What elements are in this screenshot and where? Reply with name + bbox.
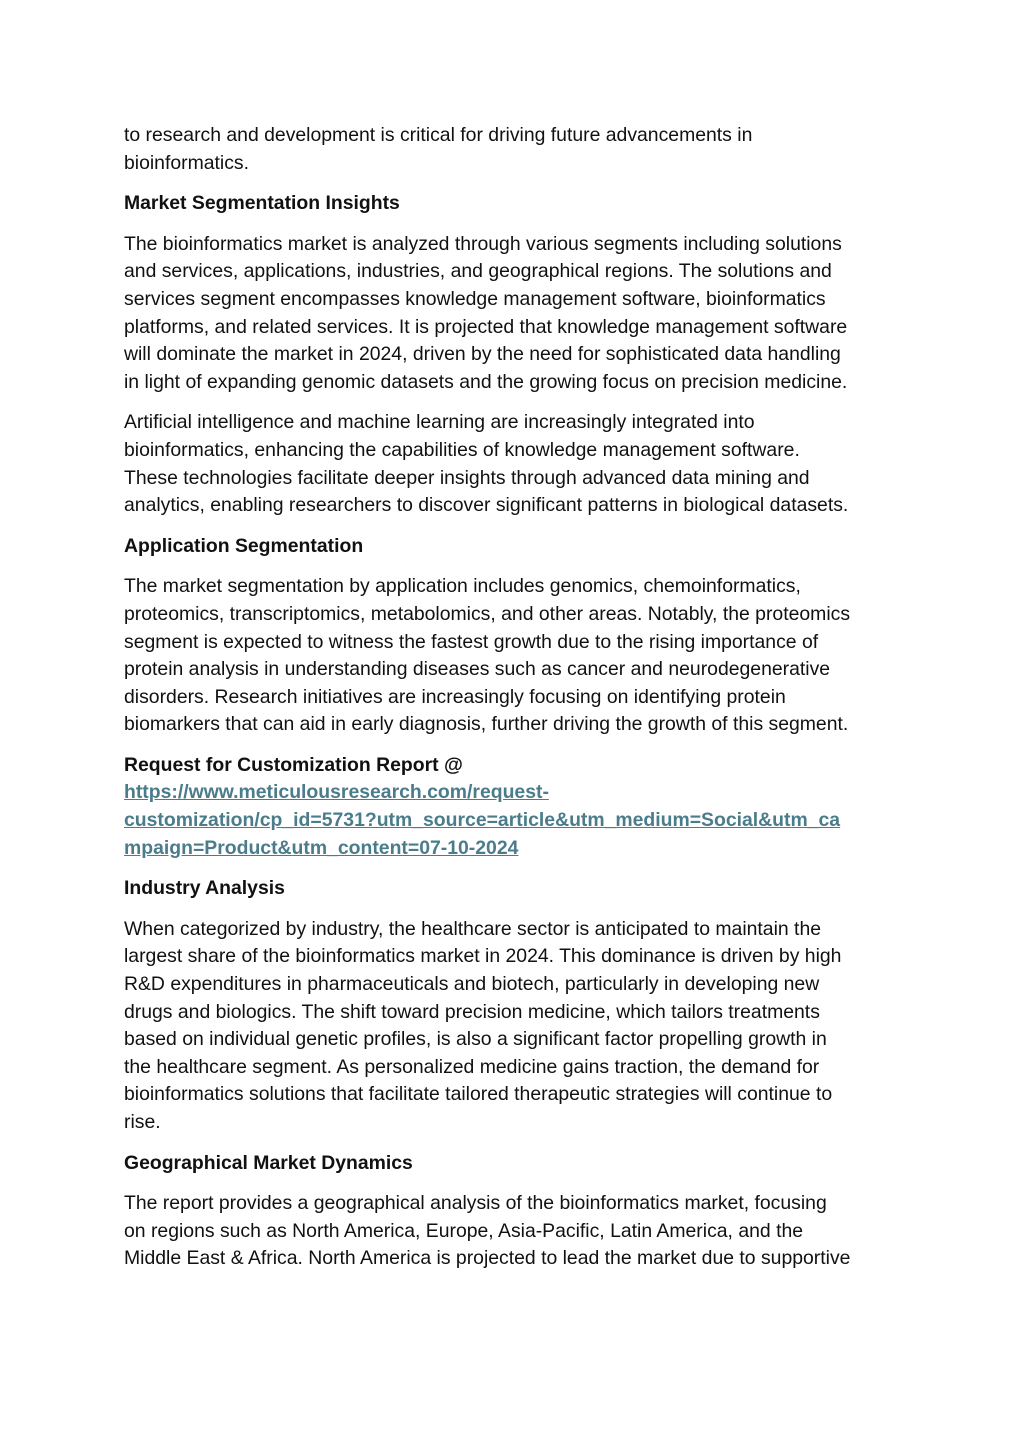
text-line: bioinformatics, enhancing the capabilities of knowledge management software.	[124, 438, 800, 461]
application-segmentation-heading: Application Segmentation	[124, 534, 364, 557]
text-line: Middle East & Africa. North America is projected to lead the market due to supportive	[124, 1247, 851, 1270]
text-line: The bioinformatics market is analyzed through various segments including solutions	[124, 232, 842, 255]
customization-link[interactable]	[124, 779, 904, 862]
text-line: biomarkers that can aid in early diagnosis, further driving the growth of this segment.	[124, 713, 849, 736]
text-line: on regions such as North America, Europe, Asia-Pacific, Latin America, and the	[124, 1219, 804, 1242]
text-line: analytics, enabling researchers to discover significant patterns in biological datasets.	[124, 494, 849, 517]
customization-label: Request for Customization Report @	[124, 753, 463, 776]
text-line: to research and development is critical for driving future advancements in	[124, 124, 753, 146]
geographical-heading: Geographical Market Dynamics	[124, 1151, 413, 1174]
market-segmentation-paragraph-2	[124, 409, 904, 519]
intro-paragraph	[124, 122, 904, 177]
text-line: R&D expenditures in pharmaceuticals and biotech, particularly in developing new	[124, 973, 820, 996]
customization-request	[124, 752, 904, 862]
text-line: will dominate the market in 2024, driven by the need for sophisticated data handling	[124, 343, 841, 366]
text-line: largest share of the bioinformatics market in 2024. This dominance is driven by high	[124, 945, 842, 968]
text-line: in light of expanding genomic datasets and the growing focus on precision medicine.	[124, 370, 848, 393]
link-line[interactable]: https://www.meticulousresearch.com/request-	[124, 781, 549, 804]
text-line: bioinformatics.	[124, 151, 250, 174]
text-line: segment is expected to witness the fastest growth due to the rising importance of	[124, 630, 819, 653]
text-line: Artificial intelligence and machine learning are increasingly integrated into	[124, 411, 755, 434]
market-segmentation-heading: Market Segmentation Insights	[124, 192, 400, 215]
text-line: These technologies facilitate deeper insights through advanced data mining and	[124, 466, 810, 489]
text-line: When categorized by industry, the healthcare sector is anticipated to maintain the	[124, 917, 822, 940]
text-line: protein analysis in understanding diseases such as cancer and neurodegenerative	[124, 658, 831, 681]
industry-analysis-heading: Industry Analysis	[124, 877, 285, 900]
text-line: based on individual genetic profiles, is also a significant factor propelling growth in	[124, 1028, 827, 1051]
text-line: disorders. Research initiatives are increasingly focusing on identifying protein	[124, 685, 786, 708]
text-line: and services, applications, industries, and geographical regions. The solutions and	[124, 260, 832, 283]
market-segmentation-paragraph-1	[124, 231, 904, 397]
text-line: proteomics, transcriptomics, metabolomics, and other areas. Notably, the proteomics	[124, 602, 851, 625]
text-line: the healthcare segment. As personalized medicine gains traction, the demand for	[124, 1055, 820, 1078]
text-line: platforms, and related services. It is projected that knowledge management software	[124, 315, 848, 338]
text-line: services segment encompasses knowledge management software, bioinformatics	[124, 287, 826, 310]
link-line[interactable]: customization/cp_id=5731?utm_source=article&utm_medium=Social&utm_ca	[124, 809, 841, 832]
industry-analysis-paragraph	[124, 916, 904, 1137]
application-segmentation-paragraph	[124, 573, 904, 739]
document-page	[124, 122, 904, 1286]
link-line[interactable]: mpaign=Product&utm_content=07-10-2024	[124, 836, 519, 859]
geographical-paragraph	[124, 1190, 904, 1273]
text-line: The report provides a geographical analysis of the bioinformatics market, focusing	[124, 1192, 827, 1215]
text-line: drugs and biologics. The shift toward precision medicine, which tailors treatments	[124, 1000, 820, 1023]
text-line: The market segmentation by application includes genomics, chemoinformatics,	[124, 575, 801, 598]
text-line: bioinformatics solutions that facilitate tailored therapeutic strategies will continue to	[124, 1083, 833, 1106]
text-line: rise.	[124, 1111, 161, 1133]
